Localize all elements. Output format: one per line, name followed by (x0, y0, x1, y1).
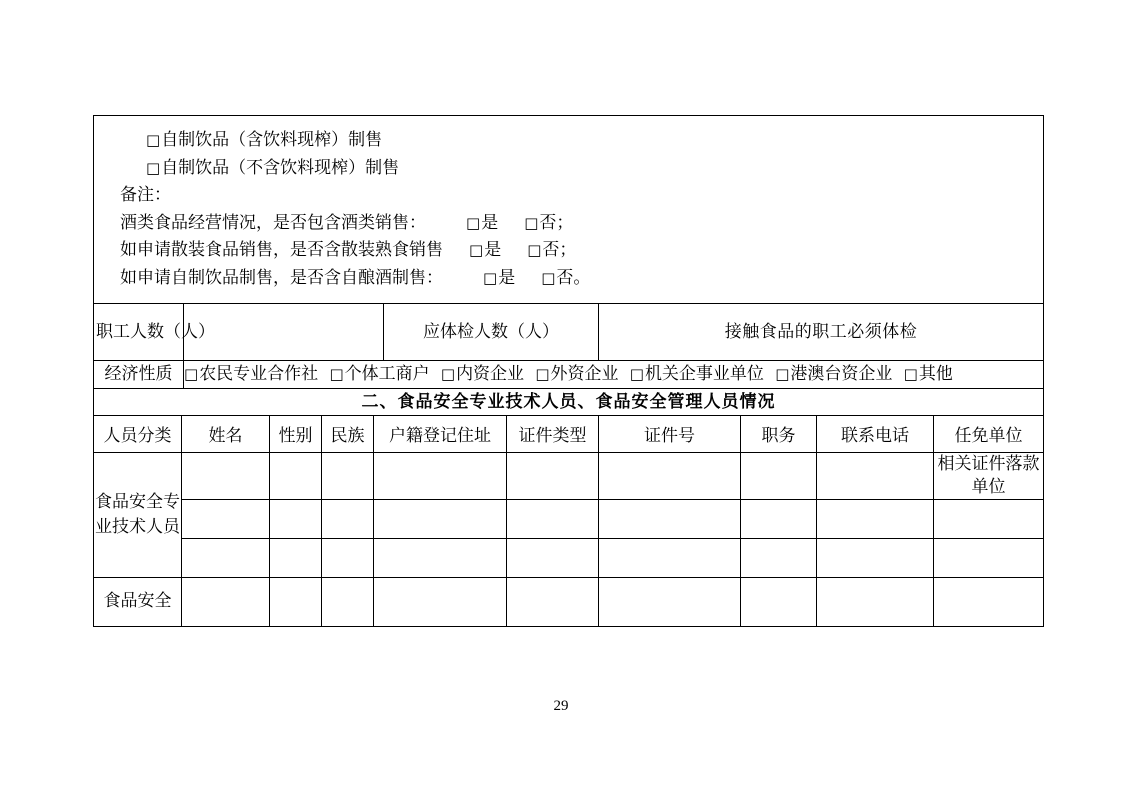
column-header-gender: 性别 (270, 415, 322, 452)
column-header-address: 户籍登记住址 (374, 415, 507, 452)
economy-nature-row (94, 361, 1044, 388)
column-header-id-number: 证件号 (599, 415, 741, 452)
cell-id-type[interactable] (507, 452, 599, 499)
remark-line-3 (106, 264, 1031, 292)
remark-no-1: 否； (539, 212, 574, 232)
cell-id-number[interactable] (599, 499, 741, 538)
cell-position[interactable] (741, 538, 817, 577)
cell-address[interactable] (374, 452, 507, 499)
cell-position[interactable] (741, 452, 817, 499)
economy-option-label: 其他 (918, 364, 953, 384)
economy-nature-label: 经济性质 (94, 361, 184, 388)
column-header-id-type: 证件类型 (507, 415, 599, 452)
checkbox-label-2: 自制饮品（不含饮料现榨）制售 (161, 157, 400, 177)
personnel-table (93, 415, 1044, 627)
remark-yes-2: 是 (484, 240, 502, 260)
cell-id-number[interactable] (599, 538, 741, 577)
checkbox-label-1: 自制饮品（含饮料现榨）制售 (161, 130, 383, 149)
remark-yes-3: 是 (498, 267, 516, 287)
checkbox-icon[interactable]: □ (629, 365, 644, 384)
top-form-table (93, 115, 1044, 416)
economy-option-label: 内资企业 (456, 364, 525, 384)
column-header-category: 人员分类 (94, 415, 182, 452)
economy-nature-options (184, 361, 1044, 388)
remark-text-3: 如申请自制饮品制售，是否含自酿酒制售： (120, 267, 443, 287)
page-number: 29 (553, 698, 569, 714)
cell-ethnicity[interactable] (322, 452, 374, 499)
cell-address[interactable] (374, 499, 507, 538)
table-row (94, 538, 1044, 577)
staff-count-row (94, 304, 1044, 361)
cell-gender[interactable] (270, 499, 322, 538)
column-header-phone: 联系电话 (817, 415, 934, 452)
remark-text-2: 如申请散装食品销售，是否含散装熟食销售 (120, 240, 443, 260)
checkbox-line-1[interactable] (106, 126, 1031, 154)
cell-appointing-unit-note: 相关证件落款单位 (934, 452, 1044, 499)
cell-ethnicity[interactable] (322, 577, 374, 626)
checkbox-icon[interactable]: □ (440, 365, 456, 384)
cell-gender[interactable] (270, 577, 322, 626)
cell-name[interactable] (182, 538, 270, 577)
economy-option-label: 农民专业合作社 (199, 364, 319, 384)
cell-name[interactable] (182, 577, 270, 626)
column-header-ethnicity: 民族 (322, 415, 374, 452)
checkbox-remark-cell (94, 116, 1044, 304)
cell-position[interactable] (741, 499, 817, 538)
checkbox-icon[interactable]: □ (469, 241, 484, 260)
economy-option-2[interactable] (441, 364, 524, 383)
economy-option-1[interactable] (329, 364, 429, 383)
cell-phone[interactable] (817, 538, 934, 577)
form-container (93, 115, 1043, 627)
table-row (94, 499, 1044, 538)
cell-name[interactable] (182, 452, 270, 499)
table-row (94, 452, 1044, 499)
checkbox-icon[interactable]: □ (775, 365, 790, 384)
remark-no-2: 否； (542, 240, 577, 260)
column-header-appointing-unit: 任免单位 (934, 415, 1044, 452)
personnel-header-row (94, 415, 1044, 452)
cell-address[interactable] (374, 538, 507, 577)
medical-check-count-label: 应体检人数（人） (384, 304, 599, 361)
staff-count-label: 职工人数（人） (94, 304, 184, 361)
cell-appointing-unit[interactable] (934, 577, 1044, 626)
remark-line-2 (106, 236, 1031, 264)
table-row (94, 577, 1044, 626)
checkbox-icon[interactable]: □ (903, 365, 918, 384)
cell-address[interactable] (374, 577, 507, 626)
section-title: 二、食品安全专业技术人员、食品安全管理人员情况 (94, 388, 1044, 415)
checkbox-icon[interactable]: □ (524, 213, 539, 232)
economy-option-label: 机关企事业单位 (644, 364, 764, 384)
checkbox-icon[interactable]: □ (535, 365, 550, 384)
cell-ethnicity[interactable] (322, 538, 374, 577)
column-header-name: 姓名 (182, 415, 270, 452)
cell-position[interactable] (741, 577, 817, 626)
row-group-label-management: 食品安全 (94, 577, 182, 626)
checkbox-icon[interactable]: □ (466, 213, 481, 232)
economy-option-3[interactable] (535, 364, 618, 383)
economy-option-4[interactable] (630, 364, 764, 383)
checkbox-icon[interactable]: □ (483, 268, 498, 287)
column-header-position: 职务 (741, 415, 817, 452)
remark-line-1 (106, 209, 1031, 237)
economy-option-label: 外资企业 (550, 364, 619, 384)
cell-appointing-unit[interactable] (934, 499, 1044, 538)
cell-id-type[interactable] (507, 577, 599, 626)
remark-no-3: 否。 (556, 267, 591, 287)
remark-heading: 备注： (120, 185, 171, 205)
cell-id-type[interactable] (507, 499, 599, 538)
cell-phone[interactable] (817, 452, 934, 499)
cell-id-number[interactable] (599, 577, 741, 626)
remark-text-1: 酒类食品经营情况，是否包含酒类销售： (120, 212, 426, 232)
cell-id-number[interactable] (599, 452, 741, 499)
cell-id-type[interactable] (507, 538, 599, 577)
checkbox-icon[interactable]: □ (146, 131, 161, 149)
economy-option-label: 个体工商户 (344, 364, 430, 384)
cell-phone[interactable] (817, 499, 934, 538)
section-title-row (94, 388, 1044, 415)
cell-gender[interactable] (270, 452, 322, 499)
checkbox-icon[interactable]: □ (527, 241, 542, 260)
cell-name[interactable] (182, 499, 270, 538)
checkbox-icon[interactable]: □ (541, 268, 556, 287)
economy-option-6[interactable] (904, 364, 953, 383)
checkbox-icon[interactable]: □ (184, 365, 199, 384)
medical-check-note: 接触食品的职工必须体检 (599, 304, 1044, 361)
checkbox-icon[interactable]: □ (146, 158, 161, 177)
cell-appointing-unit[interactable] (934, 538, 1044, 577)
economy-option-label: 港澳台资企业 (790, 364, 893, 384)
row-group-label-technical: 食品安全专业技术人员 (94, 452, 182, 577)
checkbox-line-2[interactable] (106, 154, 1031, 182)
cell-gender[interactable] (270, 538, 322, 577)
checkbox-icon[interactable]: □ (329, 365, 344, 384)
cell-ethnicity[interactable] (322, 499, 374, 538)
checkbox-remark-row (94, 116, 1044, 304)
economy-option-0[interactable] (184, 364, 318, 383)
economy-option-5[interactable] (775, 364, 892, 383)
remark-yes-1: 是 (481, 212, 499, 232)
cell-phone[interactable] (817, 577, 934, 626)
